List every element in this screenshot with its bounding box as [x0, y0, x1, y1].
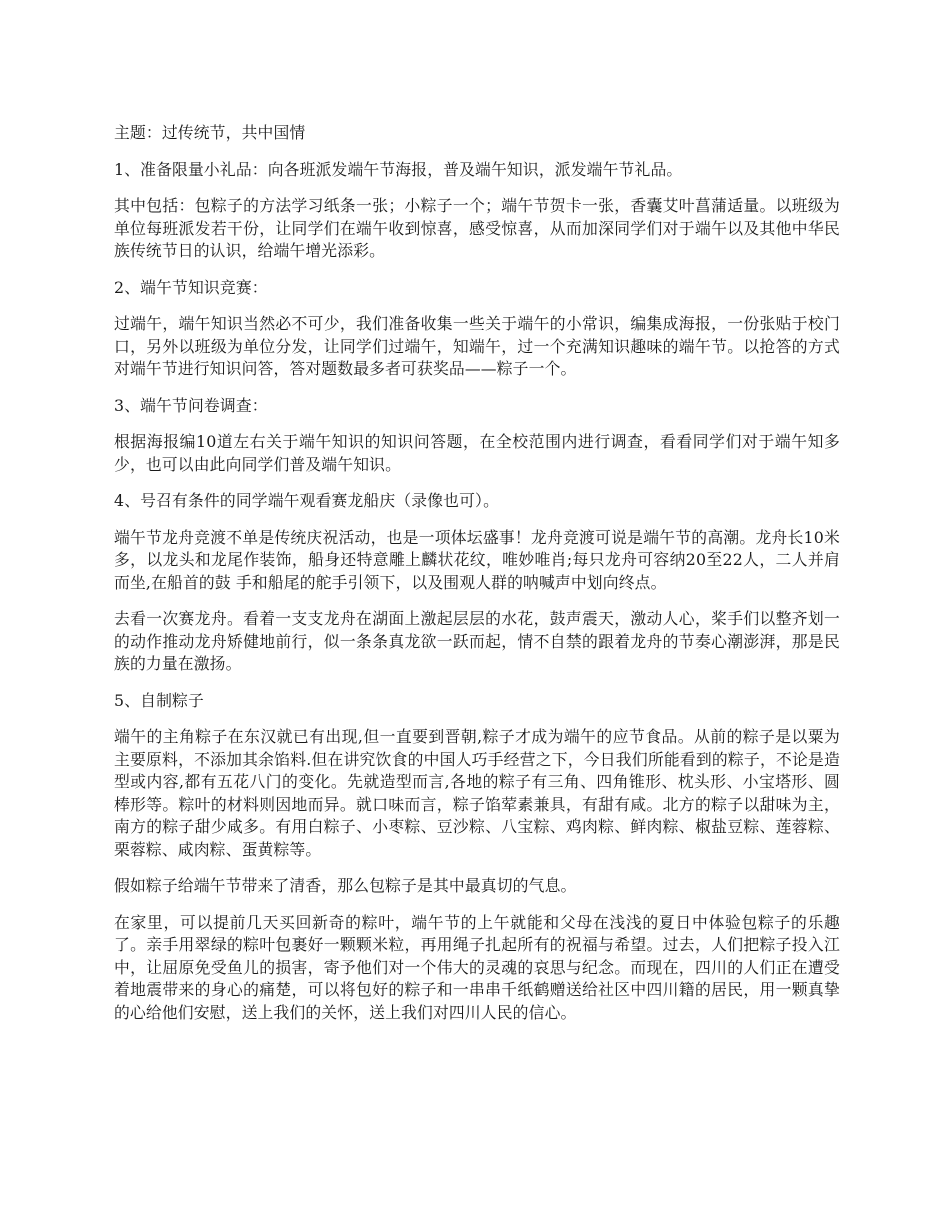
document-body: [114, 122, 840, 1038]
section-heading-5: 5、自制粽子: [114, 690, 204, 710]
section-heading-3: 3、端午节问卷调查：: [114, 395, 268, 415]
section-heading-1: 1、准备限量小礼品：向各班派发端午节海报，普及端午知识，派发端午节礼品。: [114, 159, 683, 179]
paragraph: 假如粽子给端午节带来了清香，那么包粽子是其中最真切的气息。: [114, 876, 577, 895]
paragraph: 其中包括：包粽子的方法学习纸条一张；小粽子一个；端午节贺卡一张，香囊艾叶菖蒲适量。以班级为单位每班派发若干份，让同学们在端午收到惊喜，感受惊喜，从而加深同学们对于端午以及其他中华民族传统节日的认识，给端午增光添彩。: [114, 196, 840, 260]
paragraph: 去看一次赛龙舟。看着一支支龙舟在湖面上激起层层的水花，鼓声震天，激动人心，桨手们以整齐划一的动作推动龙舟矫健地前行，似一条条真龙欲一跃而起，情不自禁的跟着龙舟的节奏心潮澎湃，那是民族的力量在激扬。: [114, 609, 840, 673]
paragraph: 在家里，可以提前几天买回新奇的粽叶，端午节的上午就能和父母在浅浅的夏日中体验包粽子的乐趣了。亲手用翠绿的粽叶包裹好一颗颗米粒，再用绳子扎起所有的祝福与希望。过去，人们把粽子投入江中，让屈原免受鱼儿的损害，寄予他们对一个伟大的灵魂的哀思与纪念。而现在，四川的人们正在遭受着地震带来的身心的痛楚，可以将包好的粽子和一串串千纸鹤赠送给社区中四川籍的居民，用一颗真挚的心给他们安慰，送上我们的关怀，送上我们对四川人民的信心。: [114, 912, 840, 1022]
paragraph: 端午节龙舟竞渡不单是传统庆祝活动，也是一项体坛盛事！龙舟竞渡可说是端午节的高潮。龙舟长10米多，以龙头和龙尾作装饰，船身还特意雕上麟状花纹，唯妙唯肖;每只龙舟可容纳20至22人，二人并肩而坐,在船首的鼓 手和船尾的舵手引领下，以及围观人群的呐喊声中划向终点。: [114, 527, 840, 592]
paragraph: 端午的主角粽子在东汉就已有出现,但一直要到晋朝,粽子才成为端午的应节食品。从前的粽子是以粟为主要原料，不添加其余馅料.但在讲究饮食的中国人巧手经营之下，今日我们所能看到的粽子，不论是造型或内容,都有五花八门的变化。先就造型而言,各地的粽子有三角、四角锥形、枕头形、小宝塔形、圆棒形等。粽叶的材料则因地而异。就口味而言，粽子馅荤素兼具，有甜有咸。北方的粽子以甜味为主，南方的粽子甜少咸多。有用白粽子、小枣粽、豆沙粽、八宝粽、鸡肉粽、鲜肉粽、椒盐豆粽、莲蓉粽、栗蓉粽、咸肉粽、蛋黄粽等。: [114, 727, 840, 859]
paragraph: 过端午，端午知识当然必不可少，我们准备收集一些关于端午的小常识，编集成海报，一份张贴于校门口，另外以班级为单位分发，让同学们过端午，知端午，过一个充满知识趣味的端午节。以抢答的方式对端午节进行知识问答，答对题数最多者可获奖品——粽子一个。: [114, 314, 840, 378]
section-heading-4: 4、号召有条件的同学端午观看赛龙船庆（录像也可）。: [114, 491, 500, 510]
section-heading-2: 2、端午节知识竞赛：: [114, 277, 268, 297]
document-title: 主题：过传统节，共中国情: [114, 123, 306, 142]
paragraph: 根据海报编10道左右关于端午知识的知识问答题，在全校范围内进行调查，看看同学们对于端午知多少，也可以由此向同学们普及端午知识。: [114, 432, 840, 474]
